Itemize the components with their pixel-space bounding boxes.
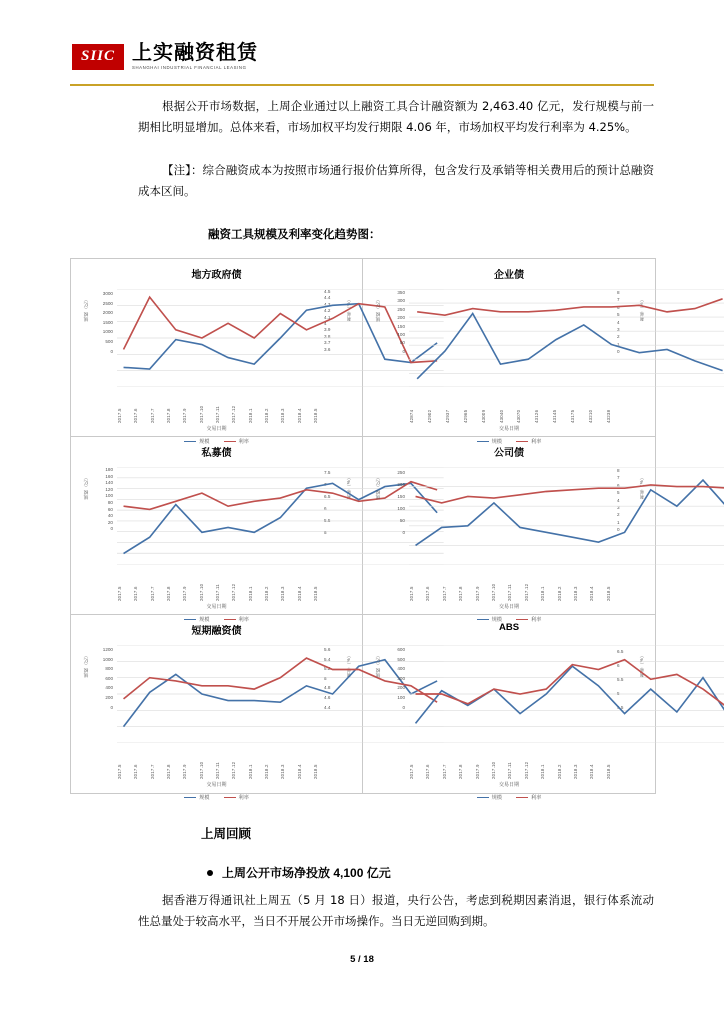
- legend-item-rate: 利率: [516, 616, 541, 623]
- y-axis-label-right: 利率（%）: [639, 653, 644, 677]
- legend-swatch-blue: [477, 797, 489, 799]
- header-divider: [70, 84, 654, 86]
- plot-area: [71, 639, 362, 801]
- legend-swatch-blue: [184, 797, 196, 799]
- y-axis-label-left: 规模（亿）: [375, 475, 380, 500]
- x-ticks: 2017.5 2017.6 2017.7 2017.8 2017.9 2017.10 2017.11 2017.12 2018.1 2018.2 2018.3 2018.4 2018.5: [117, 405, 318, 423]
- y-axis-label-right: 利率（%）: [346, 653, 351, 677]
- x-ticks: 2017.5 2017.6 2017.7 2017.8 2017.9 2017.10 2017.11 2017.12 2018.1 2018.2 2018.3 2018.4 2018.5: [117, 583, 318, 601]
- plot-area: [363, 639, 655, 801]
- x-axis-label: 交易日期: [498, 426, 519, 432]
- x-axis-label: 交易日期: [206, 604, 227, 610]
- x-ticks: 42874 42902 42937 42965 43009 43040 43070 43126 43145 43175 43210 43238: [409, 409, 611, 423]
- y-axis-label-left: 规模（亿）: [83, 475, 88, 500]
- bullet-label: 上周公开市场净投放 4,100 亿元: [222, 866, 391, 880]
- chart-title: ABS: [498, 622, 520, 633]
- y-axis-label-right: 利率（%）: [346, 475, 351, 499]
- chart-title: 公司债: [494, 448, 524, 459]
- paragraph-note: 【注】：综合融资成本为按照市场通行报价估算所得，包含发行及承销等相关费用后的预计总融资成本区间。: [138, 163, 654, 198]
- legend-item-rate: 利率: [224, 438, 249, 445]
- logo-mark: SIIC: [72, 44, 124, 70]
- logo-text: [132, 42, 258, 71]
- y-axis-label-left: 规模（亿）: [375, 653, 380, 678]
- legend-swatch-red: [224, 797, 236, 799]
- legend-item-rate: 利率: [224, 616, 249, 623]
- bullet-dot-icon: [207, 870, 213, 876]
- y-ticks-left: 3000 2500 2000 1500 1000 500 0: [102, 291, 113, 354]
- chart-short-term-financing-bond: [71, 615, 363, 801]
- x-axis-label: 交易日期: [498, 604, 519, 610]
- logo-english-name: SHANGHAI INDUSTRIAL FINANCIAL LEASING: [132, 65, 247, 70]
- legend-swatch-red: [516, 797, 528, 799]
- legend-item-scale: 规模: [477, 616, 502, 623]
- legend-item-rate: 利率: [516, 794, 541, 801]
- y-axis-label-right: 利率（%）: [346, 297, 351, 321]
- chart-private-placement-bond: [71, 437, 363, 623]
- chart-title: 短期融资债: [191, 626, 242, 637]
- chart-svg: [409, 645, 724, 743]
- chart-enterprise-bond: [363, 259, 655, 445]
- paragraph-open-market-detail: 据香港万得通讯社上周五（5 月 18 日）报道，央行公告，考虑到税期因素消退，银行体系流动性总量处于较高水平，当日不开展公开市场操作。当日无逆回购到期。: [138, 893, 654, 928]
- chart-caption: 融资工具规模及利率变化趋势图：: [208, 229, 381, 241]
- chart-legend: [363, 794, 655, 801]
- plot-area: [71, 283, 362, 445]
- x-axis-label: 交易日期: [498, 782, 519, 788]
- y-ticks-left: 1200 1000 800 600 400 200 0: [102, 647, 113, 710]
- plot-area: [363, 461, 655, 623]
- y-ticks-right: 7.5 7 6.5 6 5.5 5: [324, 470, 331, 535]
- y-ticks-left: 350 300 250 200 150 100 50 0: [397, 290, 405, 354]
- y-ticks-right: 8 7 6 5 4 3 2 1 0: [617, 290, 620, 355]
- legend-item-scale: 规模: [477, 794, 502, 801]
- chart-title: 企业债: [494, 270, 524, 281]
- legend-item-rate: 利率: [224, 794, 249, 801]
- chart-legend: [71, 794, 362, 801]
- bullet-item-open-market: [207, 864, 391, 881]
- y-axis-label-right: 利率（%）: [639, 297, 644, 321]
- x-axis-label: 交易日期: [206, 426, 227, 432]
- x-ticks: 2017.5 2017.6 2017.7 2017.8 2017.9 2017.10 2017.11 2017.12 2018.1 2018.2 2018.3 2018.4 2018.5: [409, 761, 611, 779]
- plot-area: [71, 461, 362, 623]
- legend-item-scale: 规模: [477, 438, 502, 445]
- chart-local-government-bond: [71, 259, 363, 445]
- y-ticks-right: 4.5 4.4 4.3 4.2 4.1 4 3.9 3.8 3.7 3.6: [324, 289, 331, 352]
- x-axis-label: 交易日期: [206, 782, 227, 788]
- chart-title: 私募债: [201, 448, 232, 459]
- y-ticks-right: 8 7 6 5 4 3 2 1 0: [617, 468, 620, 533]
- chart-svg: [409, 289, 724, 387]
- chart-grid: [70, 258, 656, 801]
- company-logo: [72, 42, 258, 71]
- y-ticks-left: 180 160 140 120 100 80 60 40 20 0: [105, 467, 113, 532]
- y-axis-label-left: 规模（亿）: [83, 653, 88, 678]
- y-ticks-right: 5.6 5.4 5.2 5 4.8 4.6 4.4: [324, 647, 331, 710]
- legend-item-scale: 规模: [184, 794, 209, 801]
- y-axis-label-left: 规模（亿）: [375, 297, 380, 322]
- paragraph-market-data: 根据公开市场数据，上周企业通过以上融资工具合计融资额为 2,463.40 亿元，发行规模与前一期相比明显增加。总体来看，市场加权平均发行期限 4.06 年，市场加权平均发行利率为 4.25%。: [138, 99, 654, 134]
- x-ticks: 2017.5 2017.6 2017.7 2017.8 2017.9 2017.10 2017.11 2017.12 2018.1 2018.2 2018.3 2018.4 2018.5: [117, 761, 318, 779]
- legend-item-scale: 规模: [184, 616, 209, 623]
- chart-abs: [363, 615, 655, 801]
- y-axis-label-right: 利率（%）: [639, 475, 644, 499]
- y-ticks-left: 600 500 400 300 200 100 0: [397, 647, 405, 710]
- x-ticks: 2017.5 2017.6 2017.7 2017.8 2017.9 2017.10 2017.11 2017.12 2018.1 2018.2 2018.3 2018.4 2018.5: [409, 583, 611, 601]
- page-number: 5 / 18: [350, 954, 374, 965]
- section-heading-review: 上周回顾: [201, 827, 252, 841]
- chart-svg: [409, 467, 724, 565]
- logo-chinese-name: 上实融资租赁: [132, 42, 258, 64]
- chart-corporate-bond: [363, 437, 655, 623]
- chart-title: 地方政府债: [191, 270, 242, 281]
- y-ticks-left: 250 200 150 100 50 0: [397, 470, 405, 535]
- y-axis-label-left: 规模（亿）: [83, 297, 88, 322]
- legend-item-rate: 利率: [516, 438, 541, 445]
- legend-item-scale: 规模: [184, 438, 209, 445]
- plot-area: [363, 283, 655, 445]
- y-ticks-right: 6.5 6 5.5 5 4.5: [617, 649, 624, 710]
